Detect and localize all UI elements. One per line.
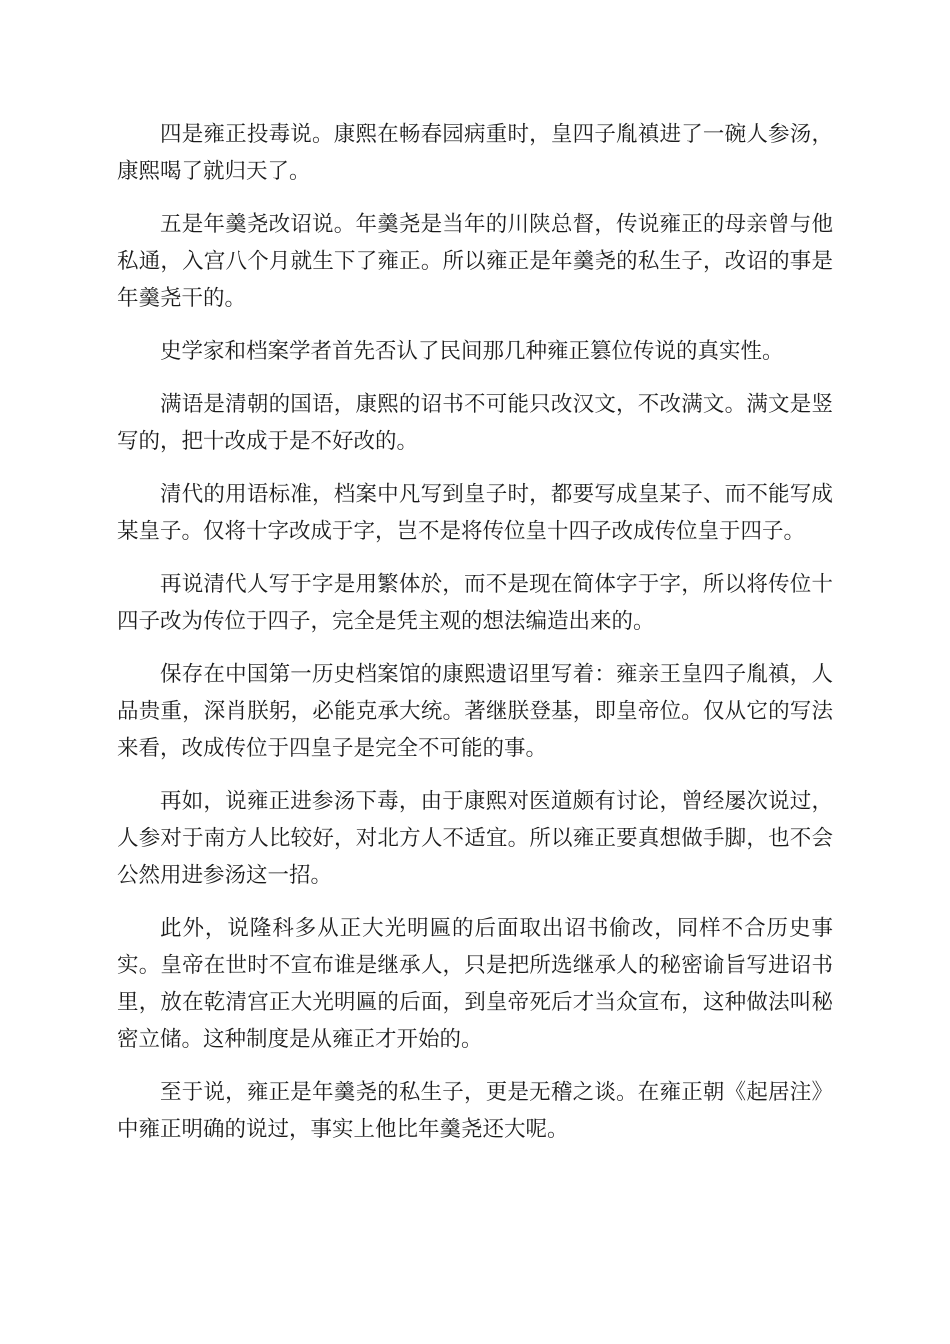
paragraph-manchu-language: 满语是清朝的国语，康熙的诏书不可能只改汉文，不改满文。满文是竖写的，把十改成于是不好改的。 — [117, 392, 833, 454]
paragraph-naming-standard: 清代的用语标准，档案中凡写到皇子时，都要写成皇某子、而不能写成某皇子。仅将十字改成于字，岂不是将传位皇十四子改成传位皇于四子。 — [117, 482, 833, 544]
paragraph-secret-succession: 此外，说隆科多从正大光明匾的后面取出诏书偷改，同样不合历史事实。皇帝在世时不宣布谁是继承人，只是把所选继承人的秘密谕旨写进诏书里，放在乾清宫正大光明匾的后面，到皇帝死后才当众宣布，这种做法叫秘密立储。这种制度是从雍正才开始的。 — [117, 916, 833, 1052]
paragraph-kangxi-will: 保存在中国第一历史档案馆的康熙遗诏里写着：雍亲王皇四子胤禛，人品贵重，深肖朕躬，必能克承大统。著继朕登基，即皇帝位。仅从它的写法来看，改成传位于四皇子是完全不可能的事。 — [117, 662, 833, 761]
paragraph-traditional-character: 再说清代人写于字是用繁体於，而不是现在简体字于字，所以将传位十四子改为传位于四子，完全是凭主观的想法编造出来的。 — [117, 572, 833, 634]
paragraph-ginseng-soup: 再如，说雍正进参汤下毒，由于康熙对医道颇有讨论，曾经屡次说过，人参对于南方人比较好，对北方人不适宜。所以雍正要真想做手脚，也不会公然用进参汤这一招。 — [117, 789, 833, 888]
paragraph-historians-deny: 史学家和档案学者首先否认了民间那几种雍正篡位传说的真实性。 — [160, 339, 784, 364]
paragraph-illegitimate-son: 至于说，雍正是年羹尧的私生子，更是无稽之谈。在雍正朝《起居注》中雍正明确的说过，事实上他比年羹尧还大呢。 — [117, 1080, 833, 1142]
document-page — [117, 116, 833, 1164]
paragraph-poison-theory: 四是雍正投毒说。康熙在畅春园病重时，皇四子胤禛进了一碗人参汤，康熙喝了就归天了。 — [117, 122, 833, 184]
paragraph-nian-gengyao-theory: 五是年羹尧改诏说。年羹尧是当年的川陕总督，传说雍正的母亲曾与他私通，入宫八个月就生下了雍正。所以雍正是年羹尧的私生子，改诏的事是年羹尧干的。 — [117, 212, 833, 311]
